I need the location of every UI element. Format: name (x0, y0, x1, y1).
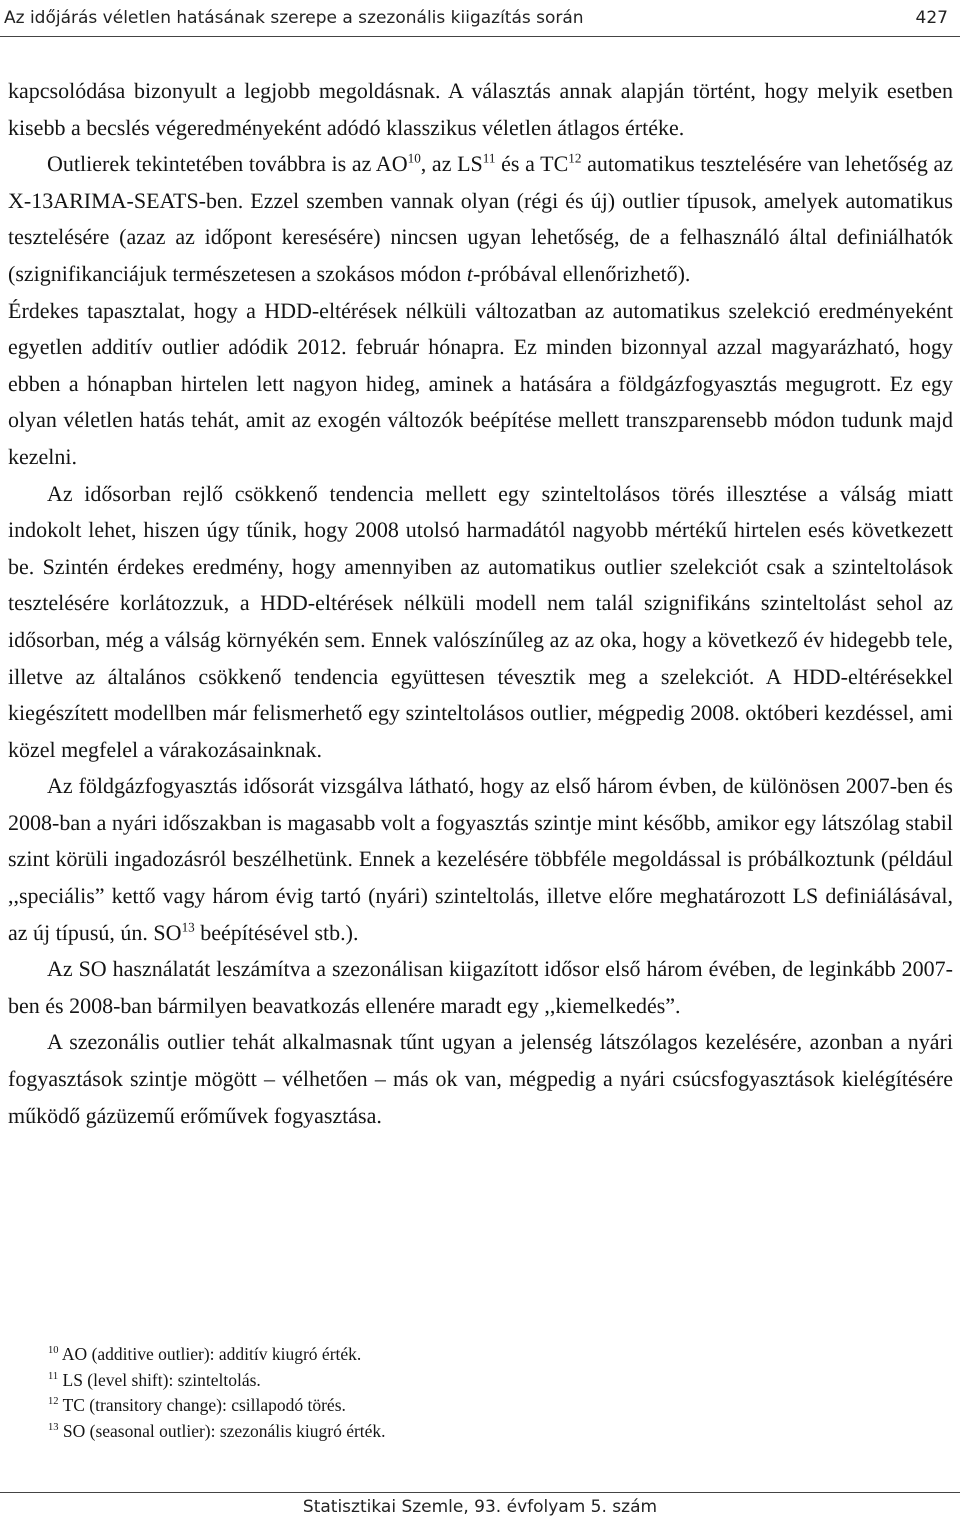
paragraph-text: Az SO használatát leszámítva a szezonálisan kiigazított idősor első három évében, de leginkább 2007-ben és 2008-ban bármilyen beavatkozás ellenére maradt egy ,,kiemelkedés”. (8, 956, 953, 1018)
running-footer: Statisztikai Szemle, 93. évfolyam 5. szám (302, 1497, 658, 1517)
paragraph-text: A szezonális outlier tehát alkalmasnak tűnt ugyan a jelenség látszólagos kezelésére, azonban a nyári fogyasztások szintje mögött – vélhetően – más ok van, mégpedig a nyári csúcsfogyasztások kielégítésére működő gázüzemű erőművek fogyasztása. (8, 1029, 953, 1128)
paragraph (8, 1024, 953, 1134)
paragraph-text: -próbával ellenőrizhető). (472, 260, 691, 286)
paragraph-text: Outlierek tekintetében továbbra is az AO (47, 151, 408, 177)
footnotes (48, 1342, 908, 1444)
paragraph (8, 146, 953, 292)
footnote (48, 1393, 908, 1419)
paragraph (8, 768, 953, 951)
paragraph (8, 951, 953, 1024)
italic-symbol: t (466, 260, 473, 286)
paragraph-text: , az LS (420, 151, 483, 177)
footnote-text: TC (transitory change): csillapodó törés. (62, 1395, 346, 1415)
footnote-number: 12 (48, 1396, 59, 1408)
paragraph-text: Érdekes tapasztalat, hogy a HDD-eltérések nélküli változatban az automatikus szelekció eredményeként egyetlen additív outlier adódik 2012. február hónapra. Ez minden bizonnyal azzal magyarázható, hogy ebben a hónapban hirtelen lett nagyon hideg, aminek a hatására a földgázfogyasztás megugrott. Ez egy olyan véletlen hatás tehát, amit az exogén változók beépítése mellett transzparensebb módon tudunk majd kezelni. (8, 297, 953, 469)
footnote-ref: 12 (568, 150, 582, 166)
footnote-ref: 11 (482, 150, 496, 166)
paragraph-text: Az földgázfogyasztás idősorát vizsgálva látható, hogy az első három évben, de különösen 2007-ben és 2008-ban a nyári időszakban is magasabb volt a fogyasztás szintje mint később, amikor egy látszólag stabil szint körüli ingadozásról beszélhetünk. Ennek a kezelésére többféle megoldással is próbálkoztunk (például ,,speciális” kettő vagy három évig tartó (nyári) szinteltolás, illetve előre meghatározott LS definiálásával, az új típusú, ún. SO (8, 773, 953, 945)
footnote-number: 11 (48, 1370, 59, 1382)
footnote-number: 10 (48, 1345, 59, 1357)
page-number: 427 (915, 8, 948, 28)
footnote-ref: 10 (407, 150, 421, 166)
footnote-text: AO (additive outlier): additív kiugró érték. (61, 1344, 362, 1364)
footnote (48, 1368, 908, 1394)
footnote-ref: 13 (181, 919, 195, 935)
paragraph-text: beépítésével stb.). (194, 919, 359, 945)
footer-divider (0, 1492, 960, 1493)
paragraph-text: automatikus tesztelésére van lehetőség az X-13ARIMA-SEATS-ben. Ezzel szemben vannak olyan (régi és új) outlier típusok, amelyek automatikus tesztelésére (azaz az időpont keresésére) nincsen ugyan lehetőség, de a felhasználó által definiálhatók (szignifikanciájuk természetesen a szokásos módon (8, 151, 954, 286)
body-text (8, 73, 953, 1134)
footnote-number: 13 (48, 1421, 59, 1433)
footnote (48, 1419, 908, 1445)
paragraph-text: Az idősorban rejlő csökkenő tendencia mellett egy szinteltolásos törés illesztése a válság miatt indokolt lehet, hiszen úgy tűnik, hogy 2008 utolsó harmadától nagyobb mértékű hirtelen esés következett be. Szintén érdekes eredmény, hogy amennyiben az automatikus outlier szelekciót csak a szinteltolások tesztelésére korlátozzuk, a HDD-eltérések nélküli modell nem talál szignifikáns szinteltolást sehol az idősorban, még a válság környékén sem. Ennek valószínűleg az az oka, hogy a következő év hidegebb tele, illetve az általános csökkenő tendencia együttesen tévesztik meg a szelekciót. A HDD-eltérésekkel kiegészített modellben már felismerhető egy szinteltolásos outlier, mégpedig 2008. októberi kezdéssel, ami közel megfelel a várakozásainknak. (8, 480, 953, 762)
running-header (0, 0, 960, 36)
header-divider (0, 36, 960, 37)
footnote-text: LS (level shift): szinteltolás. (62, 1369, 261, 1390)
paragraph (8, 293, 953, 476)
footnote (48, 1342, 908, 1368)
paragraph-text: kapcsolódása bizonyult a legjobb megoldásnak. A választás annak alapján történt, hogy melyik esetben kisebb a becslés végeredményeként adódó klasszikus véletlen átlagos értéke. (8, 78, 953, 140)
paragraph-text: és a TC (495, 151, 569, 177)
paragraph (8, 476, 953, 769)
footnote-text: SO (seasonal outlier): szezonális kiugró érték. (62, 1420, 386, 1441)
paragraph (8, 73, 953, 146)
running-title: Az időjárás véletlen hatásának szerepe a szezonális kiigazítás során (4, 8, 584, 28)
